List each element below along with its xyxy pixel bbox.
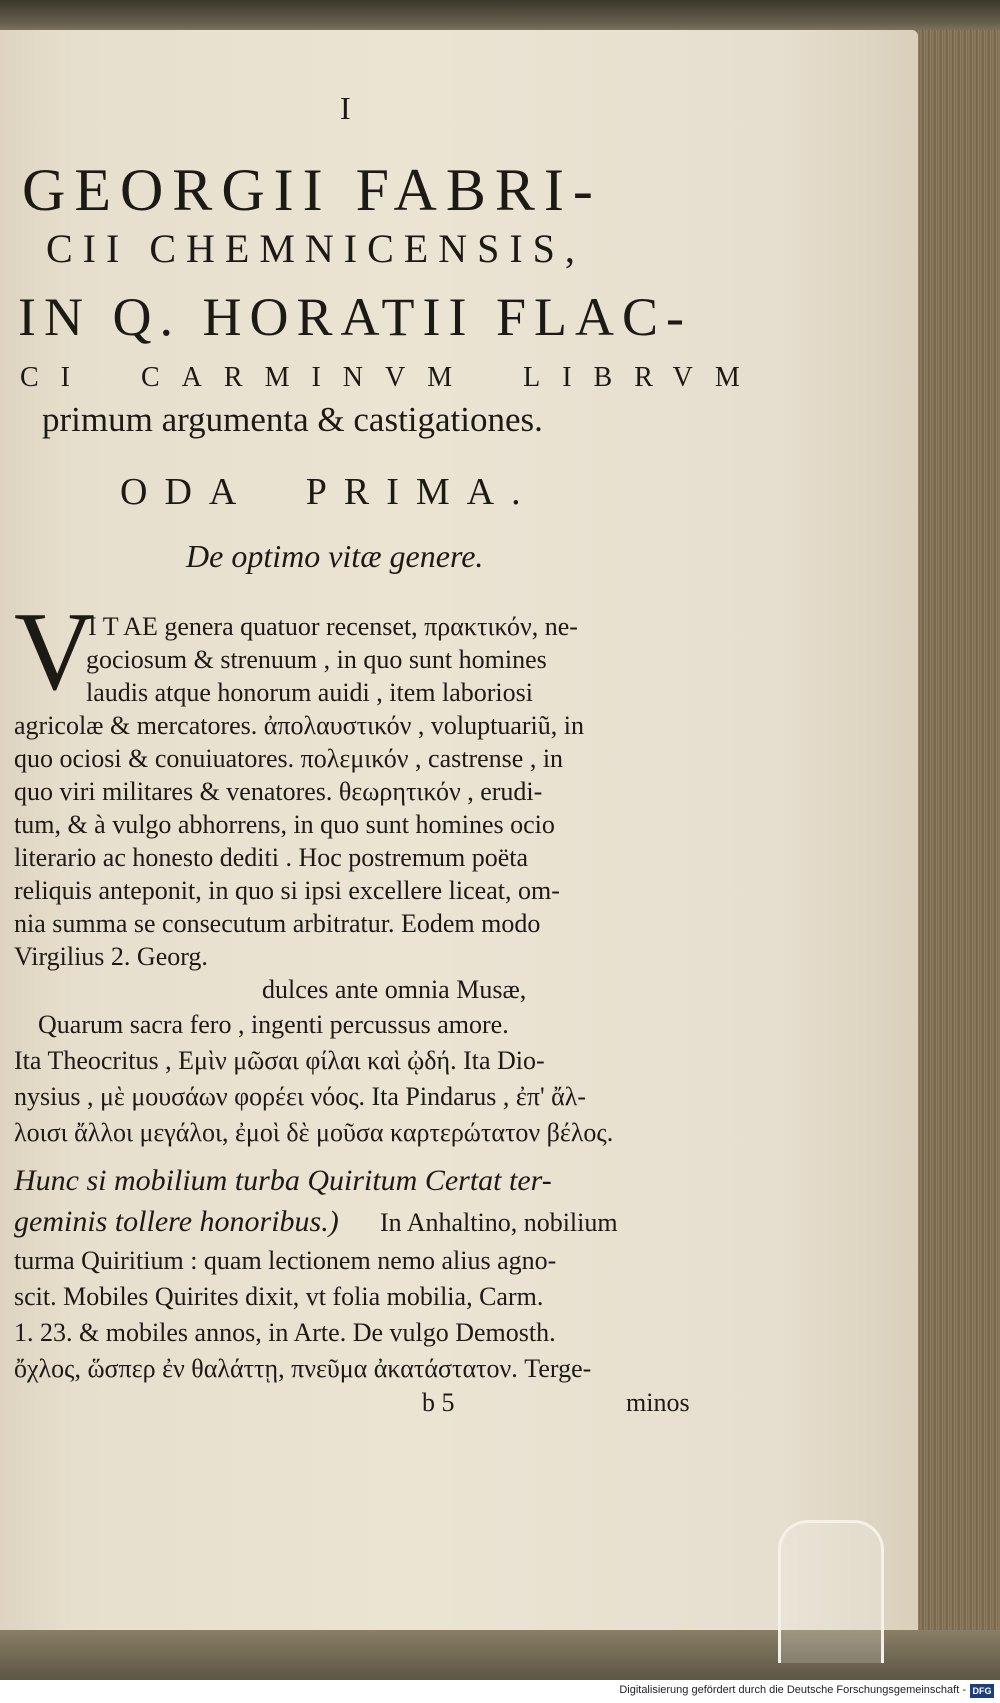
drop-cap: V xyxy=(14,590,95,714)
body-line-7: tum, & à vulgo abhorrens, in quo sunt homines ocio xyxy=(14,810,555,839)
page-number: I xyxy=(340,90,351,126)
body-line-10: nia summa se consecutum arbitratur. Eodem modo xyxy=(14,909,541,938)
body-line-3: laudis atque honorum auidi , item laboriosi xyxy=(86,678,533,707)
body-line-6: quo viri militares & venatores. θεωρητικόν , erudi- xyxy=(14,777,543,806)
body-line-5: quo ociosi & conuiuatores. πολεμικόν , castrense , in xyxy=(14,744,564,773)
lemma-line-1: Hunc si mobilium turba Quiritum Certat ter- xyxy=(14,1164,552,1197)
body-line-12: Ita Theocritus , Εμὶν μῶσαι φίλαι καὶ ᾠδή. Ita Dio- xyxy=(14,1046,545,1075)
signature-mark: b 5 xyxy=(422,1388,455,1417)
commentary-line-3: scit. Mobiles Quirites dixit, vt folia mobilia, Carm. xyxy=(14,1282,544,1311)
section-heading: ODA PRIMA. xyxy=(120,471,538,513)
body-line-4: agricolæ & mercatores. ἀπολαυστικόν , voluptuariũ, in xyxy=(14,711,584,740)
commentary-line-5: ὄχλος, ὥσπερ ἐν θαλάττῃ, πνεῦμα ἀκατάστατον. Terge- xyxy=(14,1354,592,1383)
body-line-14: λοισι ἄλλοι μεγάλοι, ἐμοὶ δὲ μοῦσα καρτερώτατον βέλος. xyxy=(14,1118,614,1147)
dfg-logo: DFG xyxy=(970,1684,994,1698)
commentary-line-4: 1. 23. & mobiles annos, in Arte. De vulgo Demosth. xyxy=(14,1318,556,1347)
body-line-11: Virgilius 2. Georg. xyxy=(14,942,208,971)
body-line-9: reliquis anteponit, in quo si ipsi excellere liceat, om- xyxy=(14,876,560,905)
title-line-2: CII CHEMNICENSIS, xyxy=(46,226,585,271)
title-line-5: primum argumenta & castigationes. xyxy=(42,400,543,439)
commentary-line-2: turma Quiritium : quam lectionem nemo alius agno- xyxy=(14,1246,557,1275)
title-line-4: CI CARMINVM LIBRVM xyxy=(20,362,762,393)
commentary-line-1: In Anhaltino, nobilium xyxy=(380,1208,618,1237)
title-line-1: GEORGII FABRI- xyxy=(22,157,602,223)
subheading: De optimo vitæ genere. xyxy=(186,538,484,574)
body-line-13: nysius , μὲ μουσάων φορέει νόος. Ita Pindarus , ἐπ' ἄλ- xyxy=(14,1082,587,1111)
footer-credit: Digitalisierung gefördert durch die Deutsche Forschungsgemeinschaft - xyxy=(619,1684,966,1696)
bookmark-clip xyxy=(778,1520,884,1663)
body-line-8: literario ac honesto dediti . Hoc postremum poëta xyxy=(14,843,529,872)
footer-bar xyxy=(0,1680,1000,1703)
body-line-1: I T AE genera quatuor recenset, πρακτικόν, ne- xyxy=(88,612,578,641)
verse-line-1: dulces ante omnia Musæ, xyxy=(262,975,527,1004)
lemma-line-2: geminis tollere honoribus.) xyxy=(14,1205,339,1238)
verse-line-2: Quarum sacra fero , ingenti percussus amore. xyxy=(38,1010,509,1039)
catchword: minos xyxy=(626,1388,690,1417)
book-fore-edge xyxy=(910,30,1000,1635)
title-line-3: IN Q. HORATII FLAC- xyxy=(18,287,692,347)
body-line-2: gociosum & strenuum , in quo sunt homines xyxy=(86,645,547,674)
